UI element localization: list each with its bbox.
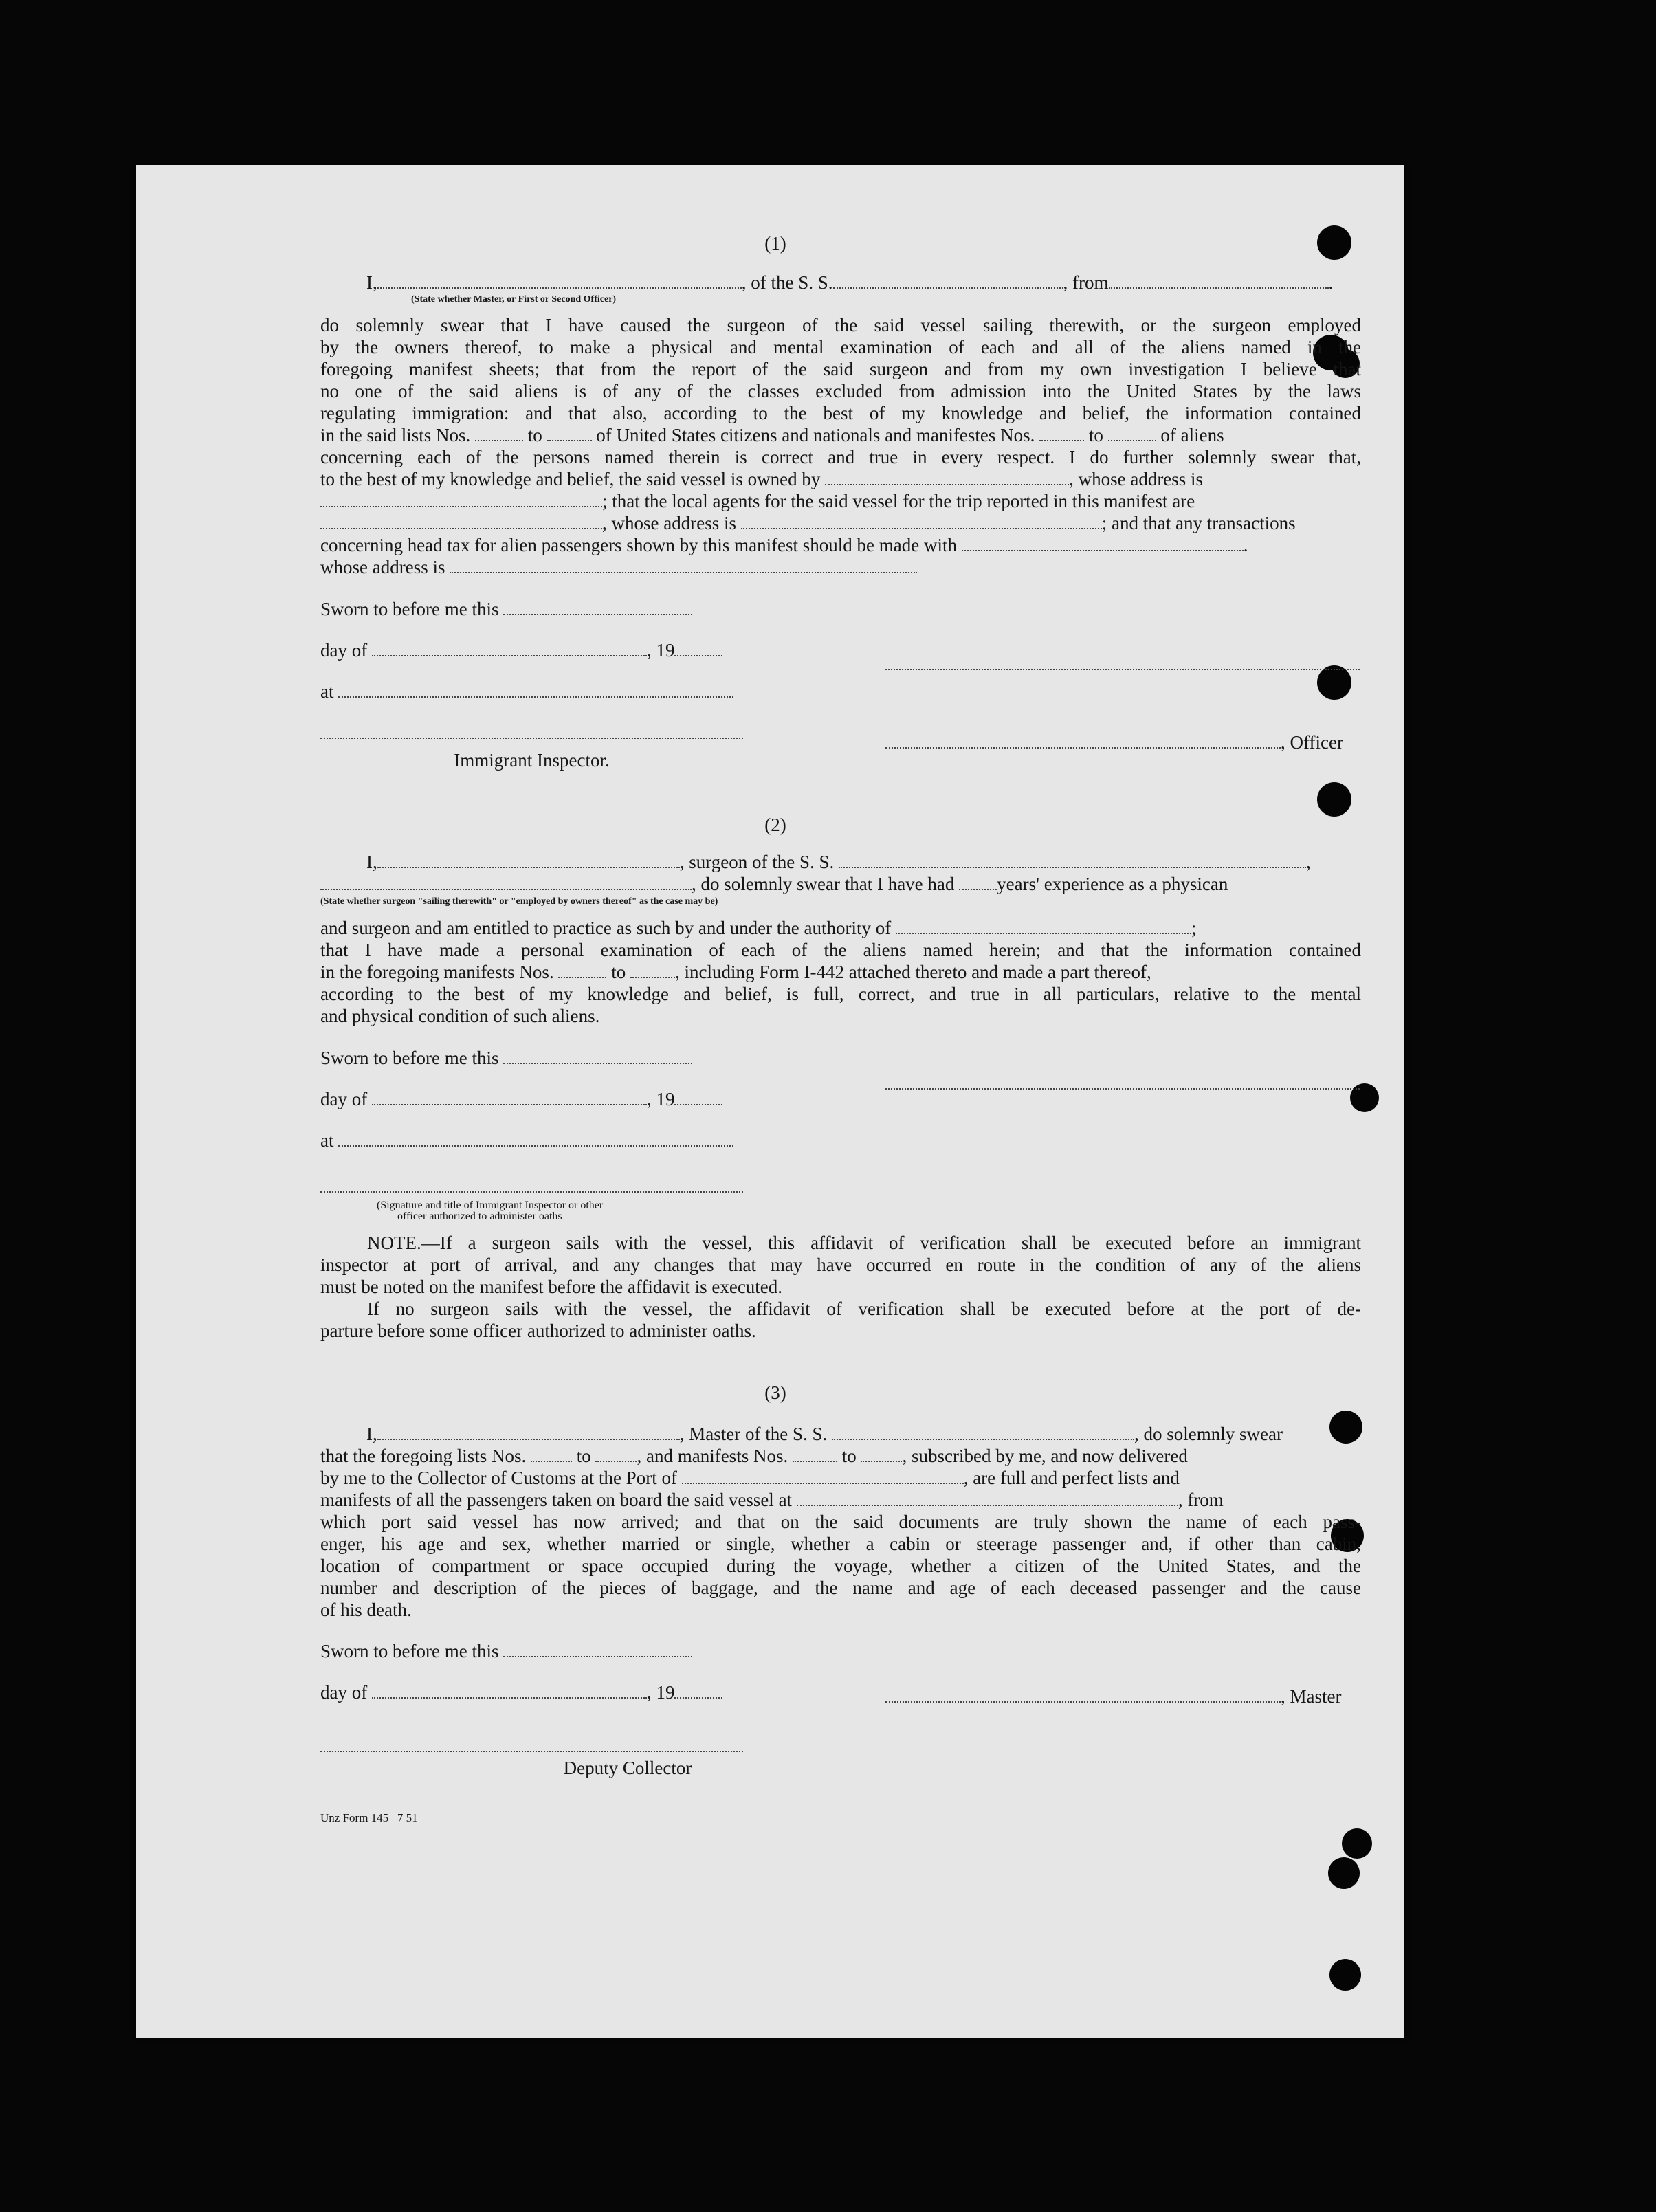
s3-collector-sig-line [320,1750,743,1752]
s3-day-text: day of [320,1682,368,1703]
s1-at-text: at [320,681,334,702]
s1-address: , whose address is [1069,469,1204,489]
s1-line11: concerning head tax for alien passengers shown by this manifest should be made with . [320,535,1248,555]
punch-hole [1317,225,1351,260]
note-line1: NOTE.—If a surgeon sails with the vessel, this affidavit of verification shall be executed before an immigrant [367,1232,1361,1253]
s1-citizens: of United States citizens and nationals and manifestes Nos. [596,425,1035,445]
s2-at-text: at [320,1130,334,1151]
s2-sworn [320,1047,692,1070]
s2-sig-caption-2: officer authorized to administer oaths [397,1210,562,1222]
s3-manifests: , and manifests Nos. [637,1446,788,1466]
s3-subscribed: , subscribed by me, and now delivered [902,1446,1188,1466]
s1-at [320,681,733,703]
s2-to: to [611,962,626,982]
section-2-heading: (2) [764,815,786,835]
s3-line5: enger, his age and sex, whether married or single, whether a cabin or steerage passenger and, if other than cabin, [320,1534,1361,1554]
s1-day-text: day of [320,640,368,661]
s2-at [320,1129,733,1152]
s1-line5: regulating immigration: and that also, according to the best of my knowledge and belief, the information contained [320,403,1361,423]
s1-i: I, [366,272,377,293]
s2-line6: and physical condition of such aliens. [320,1006,600,1026]
s1-from: , from [1063,272,1109,293]
s3-to: to [576,1446,591,1466]
s3-year: , 19 [646,1682,675,1703]
s3-deputy-collector: Deputy Collector [563,1758,692,1778]
note-line2: inspector at port of arrival, and any changes that may have occurred en route in the condition of any of the aliens [320,1254,1361,1275]
s1-line2: by the owners thereof, to make a physical and mental examination of each and all of the aliens named in the [320,337,1361,357]
s1-lists-nos: in the said lists Nos. [320,425,471,445]
s3-collector: by me to the Collector of Customs at the Port of [320,1468,677,1488]
s3-from: , from [1178,1490,1224,1510]
s1-head-tax: concerning head tax for alien passengers shown by this manifest should be made with [320,535,958,555]
s1-line8 [320,468,1203,491]
s3-line1 [320,1445,1188,1468]
section-3-heading: (3) [764,1382,786,1403]
s1-year: , 19 [646,640,675,661]
s3-line7: number and description of the pieces of baggage, and the name and age of each deceased passenger and the cause [320,1578,1361,1598]
s2-year: , 19 [646,1089,675,1109]
punch-hole [1317,665,1351,700]
s2-surgeon-note: (State whether surgeon "sailing therewith" or "employed by owners thereof" as the case may be) [320,896,718,907]
s2-line3: that I have made a personal examination of each of the aliens named herein; and that the information contained [320,940,1361,960]
s1-immigrant-inspector: Immigrant Inspector. [454,750,610,771]
s2-i: I, [366,852,377,872]
s2-line1 [320,873,1228,896]
s3-line0 [366,1423,1283,1446]
s3-taken: manifests of all the passengers taken on board the said vessel at [320,1490,793,1510]
s3-sworn [320,1640,692,1663]
s3-line3 [320,1489,1224,1512]
s2-years: years' experience as a physican [997,874,1228,894]
s3-line4: which port said vessel has now arrived; and that on the said documents are truly shown the name of each pass- [320,1512,1361,1532]
s2-line2: and surgeon and am entitled to practice as such by and under the authority of ; [320,918,1197,938]
s2-line4 [320,961,1151,984]
note-line3: must be noted on the manifest before the affidavit is executed. [320,1276,783,1297]
s2-sig-caption-1: (Signature and title of Immigrant Inspector or other [377,1199,604,1211]
note-line4: If no surgeon sails with the vessel, the affidavit of verification shall be executed before at the port of de- [367,1298,1361,1319]
s1-line9 [320,490,1195,513]
s3-to2: to [841,1446,857,1466]
s1-address2: , whose address is [602,513,736,533]
s3-perfect: , are full and perfect lists and [963,1468,1180,1488]
s3-i: I, [366,1424,377,1444]
s1-officer [885,731,1343,754]
s1-officer-note: (State whether Master, or First or Second Officer) [411,294,617,305]
s1-to2: to [1088,425,1103,445]
s3-lists: that the foregoing lists Nos. [320,1446,527,1466]
s2-solemnly: , do solemnly swear that I have had [692,874,955,894]
punch-hole [1329,1411,1362,1444]
s1-line7: concerning each of the persons named therein is correct and true in every respect. I do further solemnly swear that, [320,447,1361,467]
s1-line3: foregoing manifest sheets; that from the report of the said surgeon and from my own investigation I believe that [320,359,1361,379]
s2-day-text: day of [320,1089,368,1109]
s3-line8: of his death. [320,1600,412,1620]
s1-sworn [320,598,692,621]
s2-sig-line-right [885,1087,1360,1090]
s3-swear: , do solemnly swear [1134,1424,1283,1444]
s3-master-label: , Master [1281,1686,1342,1707]
s2-authority: and surgeon and am entitled to practice as such by and under the authority of [320,918,892,938]
punch-hole [1342,1828,1372,1859]
s3-master: , Master of the S. S. [679,1424,828,1444]
s1-line4: no one of the said aliens is of any of the classes excluded from admission into the United States by the laws [320,381,1361,401]
s2-inspector-sig-line [320,1191,743,1193]
s3-sworn-text: Sworn to before me this [320,1641,499,1661]
punch-hole [1328,1857,1360,1889]
s1-line12 [320,556,917,579]
s2-line5: according to the best of my knowledge and belief, is full, correct, and true in all particulars, relative to the mental [320,984,1361,1004]
s1-to: to [527,425,542,445]
s1-aliens: of aliens [1160,425,1224,445]
s1-sworn-text: Sworn to before me this [320,599,499,619]
s1-local-agents: ; that the local agents for the said vessel for the trip reported in this manifest are [602,491,1195,511]
s2-sworn-text: Sworn to before me this [320,1048,499,1068]
s1-owned-by: to the best of my knowledge and belief, the said vessel is owned by [320,469,821,489]
note-line5: parture before some officer authorized to administer oaths. [320,1320,756,1341]
s1-line1: do solemnly swear that I have caused the surgeon of the said vessel sailing therewith, or the surgeon employed [320,315,1361,335]
form-footer: Unz Form 145 7 51 [320,1811,418,1824]
s2-day [320,1088,722,1111]
s2-surgeon: , surgeon of the S. S. [679,852,835,872]
s1-line6 [320,424,1224,447]
section-1-heading: (1) [764,233,786,254]
s1-whose-address: whose address is [320,557,445,577]
s1-officer-label: , Officer [1281,732,1343,753]
s2-manifests: in the foregoing manifests Nos. [320,962,554,982]
s2-line0: I, , surgeon of the S. S. , [366,852,1311,872]
punch-hole [1329,1959,1361,1991]
s1-ship: , of the S. S. [741,272,833,293]
s3-line6: location of compartment or space occupied during the voyage, whether a citizen of the United States, and the [320,1556,1361,1576]
s1-officer-sig-line1 [885,668,1360,670]
s3-master-sig [885,1685,1341,1708]
s2-form: , including Form I-442 attached thereto and made a part thereof, [674,962,1151,982]
s1-day [320,639,722,662]
punch-hole [1317,782,1351,817]
s1-line10 [320,512,1296,535]
form-page [136,165,1404,2038]
s1-transactions: ; and that any transactions [1101,513,1296,533]
s1-line0: I, , of the S. S. , from . [366,272,1334,293]
s1-inspector-sig-line [320,737,743,739]
s3-day [320,1681,722,1704]
s3-line2 [320,1467,1180,1490]
